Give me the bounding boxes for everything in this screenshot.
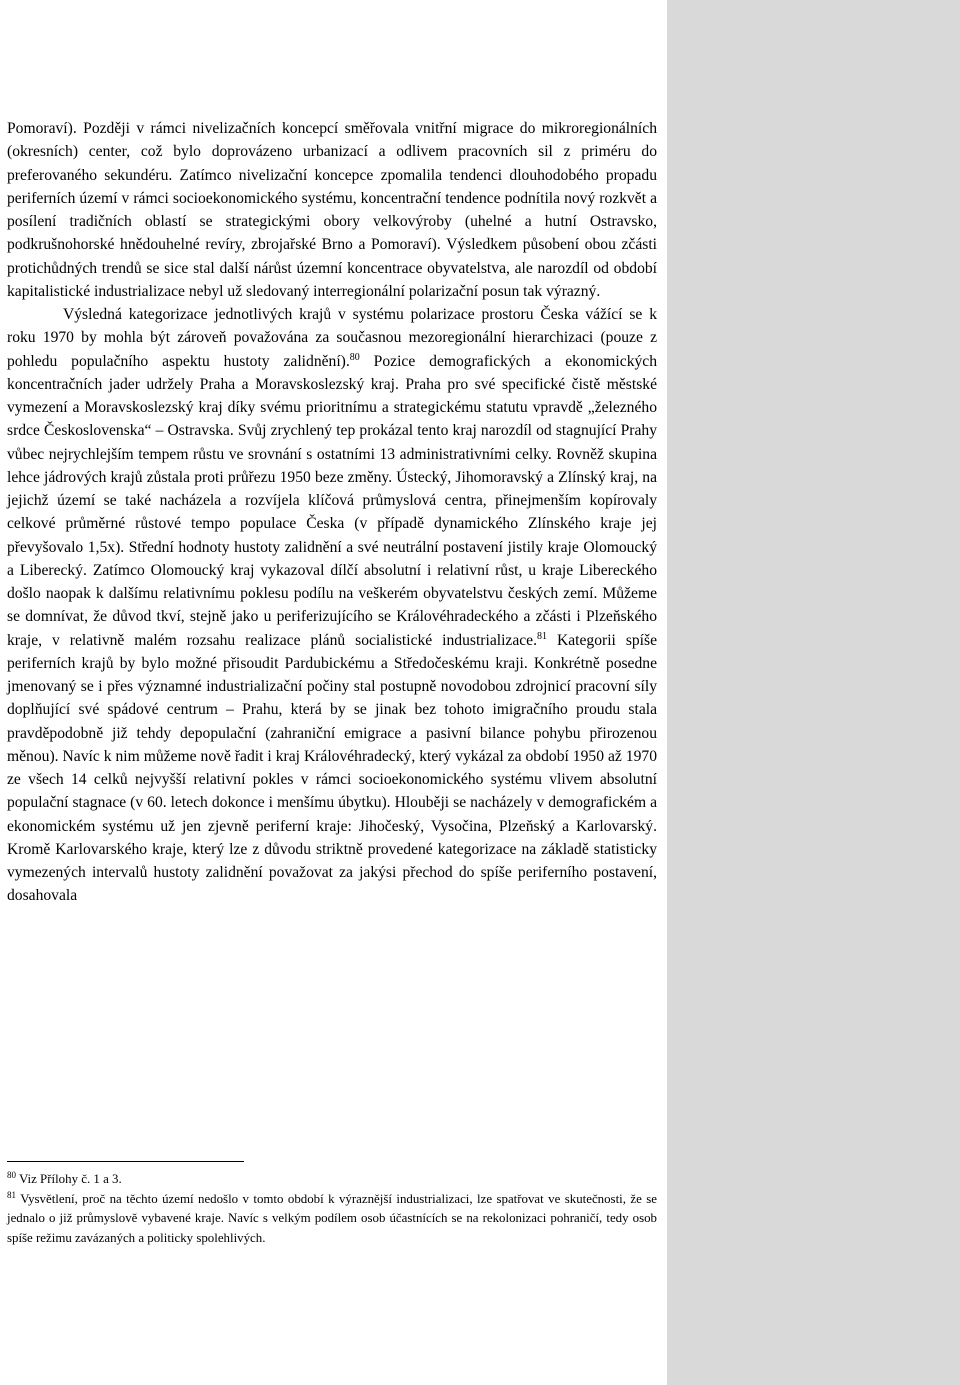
footnote-text: Viz Přílohy č. 1 a 3. — [16, 1172, 122, 1186]
paragraph-2 — [7, 303, 657, 908]
page-body — [7, 117, 657, 908]
footnotes — [7, 1170, 657, 1248]
paragraph-2-text-c: Kategorii spíše periferních krajů by bylo možné přisoudit Pardubickému a Středočeskému kraji. Konkrétně posedne jmenovaný se i přes významné industrializační počiny stal postupně novodobou zdrojnicí pracovní síly doplňující své spádové centrum – Prahu, která by se jinak bez tohoto imigračního proudu stala pravděpodobně již tehdy depopulační (zahraniční emigrace a pasivní bilance pohybu přirozenou měnou). Navíc k nim můžeme nově řadit i kraj Královéhradecký, který vykázal za období 1950 až 1970 ze všech 14 celků nejvyšší relativní pokles v rámci socioekonomického systému vlivem absolutní populační stagnace (v 60. letech dokonce i menšímu úbytku). Hlouběji se nacházely v demografickém a ekonomickém systému už jen zjevně periferní kraje: Jihočeský, Vysočina, Plzeňský a Karlovarský. Kromě Karlovarského kraje, který lze z důvodu striktně provedené kategorizace na základě statisticky vymezených intervalů hustoty zalidnění považovat za jakýsi přechod do spíše periferního postavení, dosahovala — [7, 631, 658, 905]
footnote-number: 80 — [7, 1170, 16, 1180]
footnote-80 — [7, 1170, 657, 1190]
comment-margin-panel — [667, 0, 960, 1385]
footnote-ref-81[interactable]: 81 — [537, 630, 547, 642]
footnote-ref-80[interactable]: 80 — [349, 351, 360, 363]
footnote-number: 81 — [7, 1189, 16, 1200]
paragraph-2-text-b: Pozice demografických a ekonomických koncentračních jader udržely Praha a Moravskoslezský kraj. Praha pro své specifické čistě městské vymezení a Moravskoslezský kraj díky svému prioritnímu a strategickému statutu vpravdě „železného srdce Československa“ – Ostravska. Svůj zrychlený tep prokázal tento kraj narozdíl od stagnující Prahy vůbec nejrychlejším tempem růstu ve srovnání s ostatními 13 administrativními celky. Rovněž skupina lehce jádrových krajů zůstala proti průřezu 1950 beze změny. Ústecký, Jihomoravský a Zlínský kraj, na jejichž území se také nacházela a rozvíjela klíčová průmyslová centra, přinejmenším kopírovaly celkové průměrné růstové tempo populace Česka (v případě dynamického Zlínského kraje jej převyšovalo 1,5x). Střední hodnoty hustoty zalidnění a své neutrální postavení jistily kraje Olomoucký a Liberecký. Zatímco Olomoucký kraj vykazoval dílčí absolutní i relativní růst, u kraje Libereckého došlo naopak k dalšímu relativnímu poklesu podílu na veškerém obyvatelstvu českých zemí. Můžeme se domnívat, že důvod tkví, stejně jako u periferizujícího se Královéhradeckého a zčásti i Plzeňského kraje, v relativně malém rozsahu realizace plánů socialistické industrializace. — [7, 352, 658, 649]
paragraph-1 — [7, 117, 657, 303]
footnote-separator — [7, 1161, 244, 1162]
footnote-81 — [7, 1190, 657, 1249]
footnote-text: Vysvětlení, proč na těchto území nedošlo v tomto období k výraznější industrializaci, lze spatřovat ve skutečnosti, že se jednalo o již průmyslově vybavené kraje. Navíc s velkým podílem osob účastnících se na rekolonizaci pohraničí, tedy osob spíše režimu zavázaných a politicky spolehlivých. — [7, 1191, 657, 1245]
paragraph-1-text: Pomoraví). Později v rámci nivelizačních koncepcí směřovala vnitřní migrace do mikroregionálních (okresních) center, což bylo doprovázeno urbanizací a odlivem pracovních sil z priméru do preferovaného sekundéru. Zatímco nivelizační koncepce zpomalila tendenci dlouhodobého propadu periferních území v rámci socioekonomického systému, koncentrační tendence podnítila nový rozkvět a posílení tradičních oblastí se strategickými obory velkovýroby (uhelné a hutní Ostravsko, podkrušnohorské hnědouhelné revíry, zbrojařské Brno a Pomoraví). Výsledkem působení obou zčásti protichůdných trendů se sice stal další nárůst územní koncentrace obyvatelstva, ale narozdíl od období kapitalistické industrializace nebyl už sledovaný interregionální polarizační posun tak výrazný. — [7, 120, 657, 300]
paragraph-2-text-a: Výsledná kategorizace jednotlivých krajů v systému polarizace prostoru Česka vážící se k roku 1970 by mohla být zároveň považována za současnou mezoregionální hierarchizaci (pouze z pohledu populačního aspektu hustoty zalidnění). — [7, 306, 657, 370]
